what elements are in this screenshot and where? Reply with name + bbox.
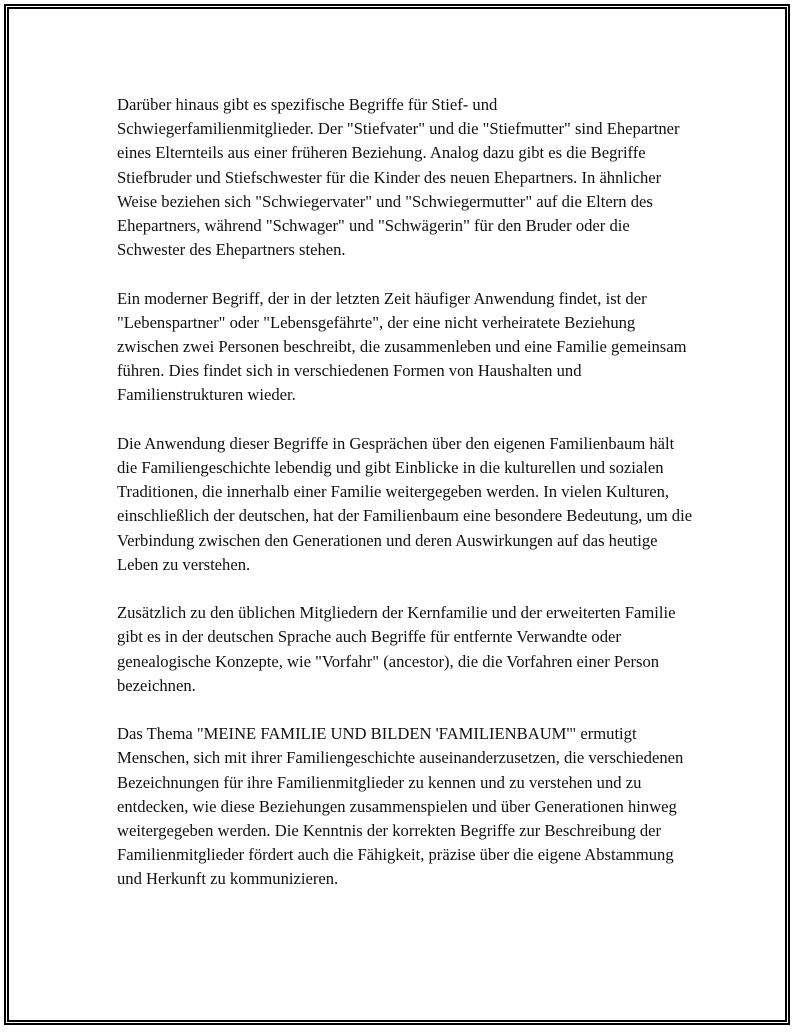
paragraph-life-partner: Ein moderner Begriff, der in der letzten Zeit häufiger Anwendung findet, ist der "Lebenspartner" oder "Lebensgefährte", der eine nicht verheiratete Beziehung zwischen zwei Personen beschreibt, die zusammenleben und eine Familie gemeinsam führen. Dies findet sich in verschiedenen Formen von Haushalten und Familienstrukturen wieder.: [117, 288, 687, 405]
paragraph-step-relatives: Darüber hinaus gibt es spezifische Begriffe für Stief- und Schwiegerfamilienmitglieder. Der "Stiefvater" und die "Stiefmutter" sind Ehepartner eines Elternteils aus einer früheren Beziehung. Analog dazu gibt es die Begriffe Stiefbruder und Stiefschwester für die Kinder des neuen Ehepartners. In ähnlicher Weise beziehen sich "Schwiegervater" und "Schwiegermutter" auf die Eltern des Ehepartners, während "Schwager" und "Schwägerin" für den Bruder oder die Schwester des Ehepartners stehen.: [117, 95, 680, 260]
paragraph-family-history: Die Anwendung dieser Begriffe in Gesprächen über den eigenen Familienbaum hält die Familiengeschichte lebendig und gibt Einblicke in die kulturellen und sozialen Traditionen, die innerhalb einer Familie weitergegeben werden. In vielen Kulturen, einschließlich der deutschen, hat der Familienbaum eine besondere Bedeutung, um die Verbindung zwischen den Generationen und deren Auswirkungen auf das heutige Leben zu verstehen.: [117, 433, 693, 574]
paragraph-topic-summary: Das Thema "MEINE FAMILIE UND BILDEN 'FAMILIENBAUM'" ermutigt Menschen, sich mit ihrer Familiengeschichte auseinanderzusetzen, die verschiedenen Bezeichnungen für ihre Familienmitglieder zu kennen und zu verstehen und zu entdecken, wie diese Beziehungen zusammenspielen und über Generationen hinweg weitergegeben werden. Die Kenntnis der korrekten Begriffe zur Beschreibung der Familienmitglieder fördert auch die Fähigkeit, präzise über die eigene Abstammung und Herkunft zu kommunizieren.: [117, 724, 684, 889]
document-body: [117, 93, 693, 892]
paragraph-distant-relatives: Zusätzlich zu den üblichen Mitgliedern der Kernfamilie und der erweiterten Familie gibt es in der deutschen Sprache auch Begriffe für entfernte Verwandte oder genealogische Konzepte, wie "Vorfahr" (ancestor), die die Vorfahren einer Person bezeichnen.: [117, 603, 676, 695]
